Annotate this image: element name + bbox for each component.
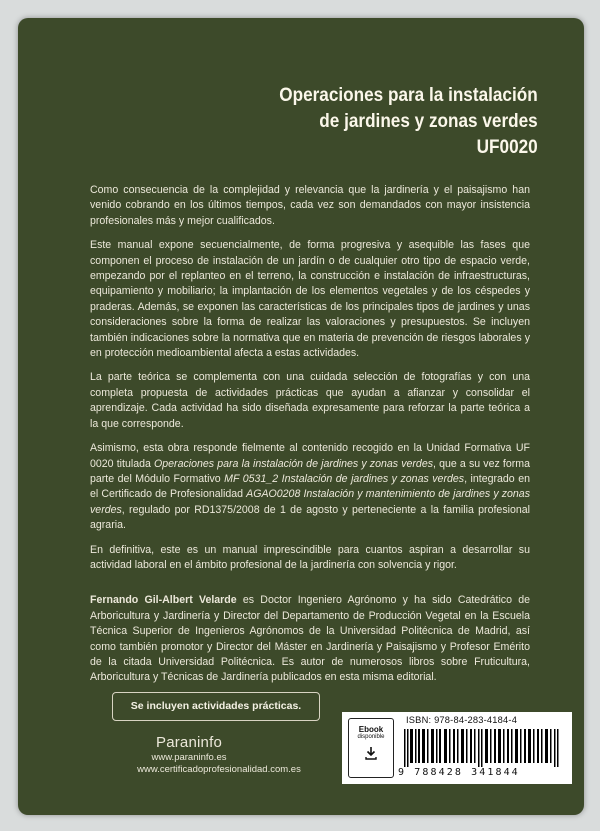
title-code: UF0020 [476, 136, 538, 158]
publisher-url[interactable]: www.paraninfo.es [151, 752, 227, 763]
author-name: Fernando Gil-Albert Velarde [90, 594, 237, 607]
publisher-block [84, 734, 354, 776]
publisher-logo-text: Paraninfo [155, 734, 222, 751]
p4-italic-b: Operaciones para la instalación de jardines y zonas verdes [154, 457, 434, 470]
p4-text-g: , regulado por RD1375/2008 de 1 de agosto y perteneciente a la familia profesional agraria. [90, 503, 530, 532]
paragraph-3: La parte teórica se complementa con una cuidada selección de fotografías y con una completa propuesta de actividades prácticas que ayudan a afianzar y consolidar el aprendizaje. Cada actividad ha sido diseñada expresamente para reforzar la parte teórica a la que corresponde. [90, 371, 530, 430]
p4-text-c: , que a su vez forma parte del Módulo Formativo [90, 457, 531, 485]
barcode-digits: 9 788428 341844 [398, 767, 520, 778]
book-title [280, 82, 538, 160]
author-bio [90, 593, 530, 685]
certificate-url[interactable]: www.certificadoprofesionalidad.com.es [137, 764, 301, 775]
paragraph-5: En definitiva, este es un manual imprescindible para cuantos aspiran a desarrollar su actividad laboral en el ámbito profesional de la jardinería con solvencia y rigor. [90, 543, 530, 571]
paragraph-1: Como consecuencia de la complejidad y relevancia que la jardinería y el paisajismo han venido cobrando en los últimos tiempos, cada vez son demandados con mayor insistencia profesionales más y mejor cualificados. [90, 184, 530, 227]
title-line-2: de jardines y zonas verdes [319, 110, 538, 132]
p4-text-a: Asimismo, esta obra responde fielmente al contenido recogido en la Unidad Formativa UF 0020 titulada [90, 442, 530, 470]
ebook-sub: disponible [357, 734, 385, 740]
synopsis [90, 183, 530, 695]
title-line-1: Operaciones para la instalación [279, 84, 538, 106]
isbn-text: ISBN: 978-84-283-4184-4 [406, 715, 518, 725]
paragraph-2: Este manual expone secuencialmente, de forma progresiva y asequible las fases que componen el proceso de instalación de un jardín o de cualquier otro tipo de espacio verde, empezando por el replanteo en el terreno, la construcción e instalación de infraestructuras, equipamiento y mobiliario; la implantación de los elementos vegetales y de los céspedes y praderas. Además, se exponen las características de los principales tipos de jardines y unas consideraciones sobre la forma de realizar las valoraciones y presupuestos. Se incluyen también indicaciones sobre la normativa que en materia de prevención de riesgos laborales y en protección medioambiental afecta a estas actividades. [90, 239, 530, 360]
author-bio-text: es Doctor Ingeniero Agrónomo y ha sido Catedrático de Arboricultura y Jardinería y Director del Departamento de Producción Vegetal en la Escuela Técnica Superior de Ingenieros Agrónomos de la Universidad Politécnica de Madrid, así como también promotor y Director del Máster en Jardinería y Paisajismo y Profesor Emérito de la citada Universidad Politécnica. Es autor de numerosos libros sobre Fruticultura, Arboricultura y Técnicas de Jardinería publicados en esta misma editorial. [90, 594, 530, 684]
p4-italic-d: MF 0531_2 Instalación de jardines y zonas verdes [224, 472, 465, 485]
p4-text-e: , integrado en el Certificado de Profesionalidad [90, 472, 530, 501]
barcode-icon [404, 729, 560, 767]
ebook-badge [348, 718, 394, 778]
paragraph-4 [90, 441, 530, 533]
barcode-panel [342, 712, 572, 784]
p4-italic-f: AGAO0208 Instalación y mantenimiento de jardines y zonas verdes [90, 488, 530, 516]
ebook-label: Ebook [358, 725, 384, 734]
download-icon [364, 746, 378, 760]
activities-box: Se incluyen actividades prácticas. [112, 692, 320, 721]
book-back-cover [18, 18, 584, 815]
